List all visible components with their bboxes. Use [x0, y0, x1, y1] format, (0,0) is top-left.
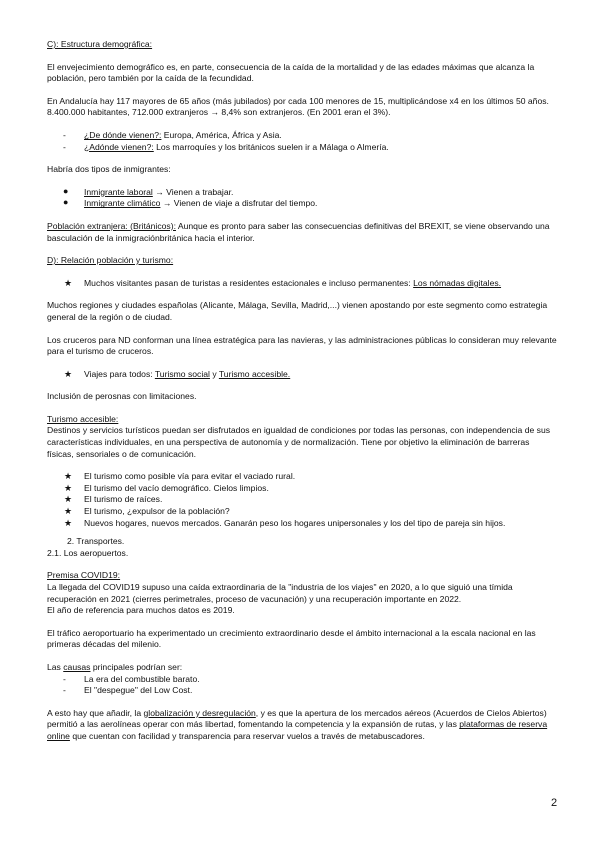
dash-marker: - [63, 129, 66, 140]
list-item [47, 198, 557, 210]
paragraph: Los cruceros para ND conforman una línea estratégica para las navieras, y las administraciones públicas lo consideran muy relevante para el turismo de cruceros. [47, 334, 557, 357]
list-item [47, 518, 557, 530]
list-item-text: Viajes para todos: [84, 368, 155, 379]
paragraph [47, 221, 557, 244]
star-icon: ★ [64, 506, 73, 517]
list-item [47, 130, 557, 142]
list-item [47, 369, 557, 381]
paragraph: El envejecimiento demográfico es, en parte, consecuencia de la caída de la mortalidad y de las edades máximas que alcanza la población, pero también por la caída de la fecundidad. [47, 61, 535, 84]
list-item-label: Inmigrante climático [84, 198, 161, 209]
star-icon: ★ [64, 482, 73, 493]
paragraph: 8.400.000 habitantes, 712.000 extranjeros → 8,4% son extranjeros. (En 2001 eran el 3%). [47, 107, 391, 118]
list-item-label: Inmigrante laboral [84, 186, 153, 197]
list-item-text: El turismo de raíces. [84, 494, 163, 505]
dash-marker: - [63, 685, 66, 696]
paragraph-label: globalización y desregulación [143, 707, 256, 718]
list-item-text: El "despegue" del Low Cost. [84, 685, 193, 696]
star-list [47, 278, 557, 290]
paragraph-text: Aunque es pronto para saber las consecuencias definitivas del BREXIT, se viene observando una basculación de la inmigraciónbritánica hacia el interior. [47, 220, 550, 243]
paragraph-label: causas [63, 661, 91, 672]
list-item-text: El turismo del vacío demográfico. Cielos limpios. [84, 482, 269, 493]
list-item-text: Muchos visitantes pasan de turistas a residentes estacionales e incluso permanentes: [84, 277, 414, 288]
list-item-label: ¿De dónde vienen?: [84, 129, 162, 140]
list-item-text: y [209, 368, 219, 379]
list-item [47, 142, 557, 154]
paragraph-text: principales podrían ser: [90, 661, 183, 672]
star-icon: ★ [64, 277, 73, 288]
paragraph: Inclusión de perosnas con limitaciones. [47, 391, 197, 402]
list-item-label: Los nómadas digitales. [413, 277, 502, 288]
dash-marker: - [63, 673, 66, 684]
subsection-heading: 2.1. Los aeropuertos. [47, 547, 129, 558]
paragraph-text: , y es que la apertura de los mercados aéreos (Acuerdos de Cielos Abiertos) permitió a las aerolíneas operar con más libertad, fomentando la competencia y la expansión de rutas, y las [47, 707, 547, 730]
list-item [47, 506, 557, 518]
paragraph [47, 662, 557, 674]
section-number-heading: 2. Transportes. [67, 536, 125, 547]
star-list [47, 471, 557, 529]
list-item-label: Turismo accesible. [218, 368, 291, 379]
list-item [47, 278, 557, 290]
paragraph: Habría dos tipos de inmigrantes: [47, 164, 171, 175]
paragraph-label: Premisa COVID19: [47, 570, 121, 581]
star-icon: ★ [64, 471, 73, 482]
star-icon: ★ [64, 517, 73, 528]
star-icon: ★ [64, 494, 73, 505]
list-item-text: → Vienen de viaje a disfrutar del tiempo. [160, 198, 318, 209]
list-item [47, 674, 557, 686]
list-item [47, 483, 557, 495]
paragraph: Muchos regiones y ciudades españolas (Alicante, Málaga, Sevilla, Madrid,...) vienen apostando por este segmento como estrategia general de la región o de ciudad. [47, 300, 548, 322]
bullet-icon: ● [63, 197, 69, 208]
list-item [47, 471, 557, 483]
list-item-label: Turismo social [154, 368, 210, 379]
list-item-text: Nuevos hogares, nuevos mercados. Ganarán peso los hogares unipersonales y los del tipo de pareja sin hijos. [84, 517, 506, 528]
star-icon: ★ [64, 368, 73, 379]
section-c-heading: C): Estructura demográfica: [47, 39, 153, 49]
paragraph-text: Las [47, 661, 64, 672]
paragraph [47, 708, 557, 743]
list-item-text: Europa, América, África y Asia. [161, 129, 282, 140]
paragraph-label: Población extranjera: (Británicos): [47, 220, 176, 231]
paragraph-text: que cuentan con facilidad y transparencia para reservar vuelos a través de metabuscadores. [69, 730, 425, 741]
paragraph: En Andalucía hay 117 mayores de 65 años (más jubilados) por cada 100 menores de 15, multiplicándose x4 en los últimos 50 años. [47, 95, 549, 106]
paragraph: El tráfico aeroportuario ha experimentado un crecimiento extraordinario desde el ámbito internacional a la escala nacional en las primeras décadas del milenio. [47, 627, 536, 650]
paragraph-text: A esto hay que añadir, la [47, 707, 144, 718]
paragraph: Destinos y servicios turísticos puedan ser disfrutados en igualdad de condiciones por todas las personas, con independencia de sus características individuales, en una perspectiva de autonomía y de normalización. Tiene por objetivo la eliminación de barreras físicas, sensoriales o de comunicación. [47, 425, 551, 459]
list-item-text: El turismo, ¿expulsor de la población? [84, 506, 230, 517]
paragraph: El año de referencia para muchos datos es 2019. [47, 605, 235, 616]
list-item [47, 187, 557, 199]
section-d-heading: D): Relación población y turismo: [47, 255, 174, 266]
list-item [47, 685, 557, 697]
dash-list [47, 130, 557, 153]
list-item [47, 494, 557, 506]
list-item-text: → Vienen a trabajar. [152, 186, 234, 197]
list-item-text: La era del combustible barato. [84, 673, 200, 684]
list-item-label: ¿Adónde vienen?: [84, 141, 154, 152]
document-body [47, 39, 557, 743]
page-number: 2 [551, 797, 558, 809]
star-list [47, 369, 557, 381]
list-item-text: El turismo como posible vía para evitar el vaciado rural. [84, 471, 296, 482]
dash-marker: - [63, 141, 66, 152]
paragraph-label: plataformas de reserva online [47, 719, 548, 741]
list-item-text: Los marroquíes y los británicos suelen ir a Málaga o Almería. [153, 141, 389, 152]
bullet-icon: ● [63, 185, 69, 196]
paragraph: La llegada del COVID19 supuso una caída extraordinaria de la "industria de los viajes" en 2020, a lo que siguió una tímida recuperación en 2021 (cierres perimetrales, proceso de vacunación) y una recuperación importante en 2022. [47, 582, 513, 604]
dash-list [47, 674, 557, 697]
paragraph-label: Turismo accesible: [47, 413, 119, 424]
bullet-list [47, 187, 557, 210]
